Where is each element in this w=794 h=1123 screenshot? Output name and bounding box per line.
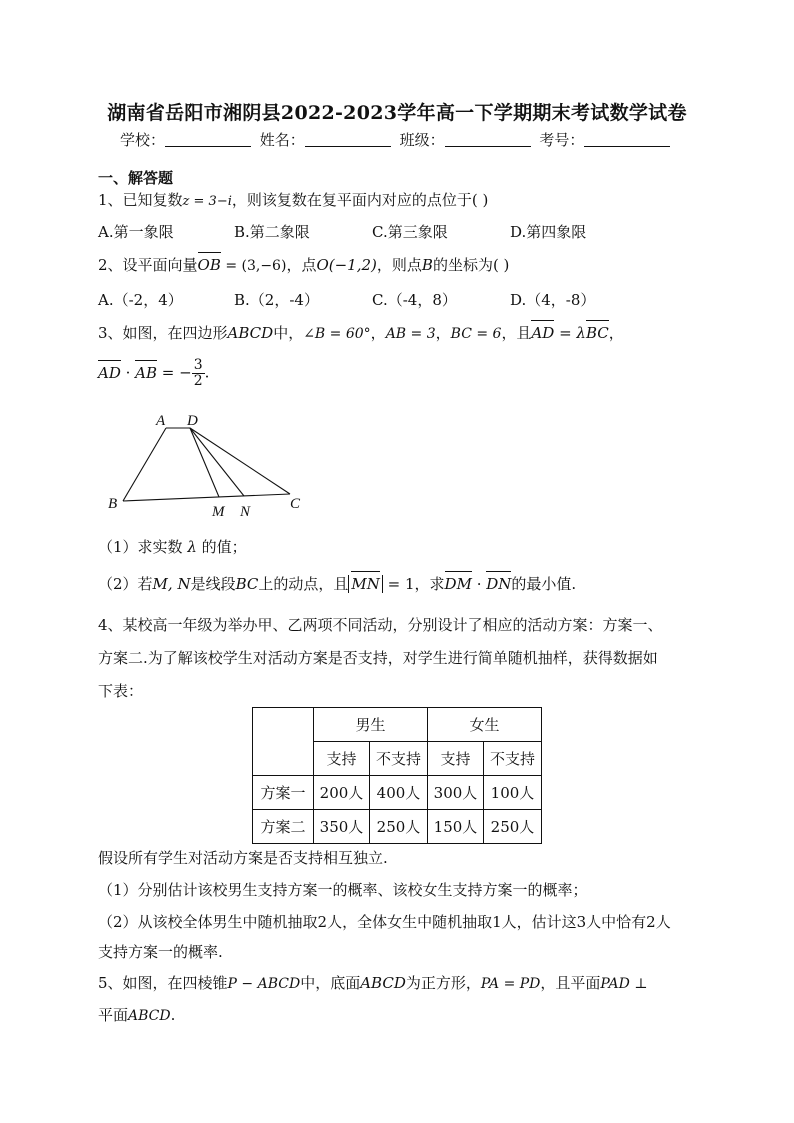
exam-number-blank[interactable]	[584, 132, 670, 147]
q4-line2: 方案二.为了解该校学生对活动方案是否支持，对学生进行简单随机抽样，获得数据如	[98, 649, 658, 667]
table-subheader: 支持	[314, 742, 370, 776]
q3-dot2: ·	[471, 575, 487, 593]
q3-text-b: 中，	[273, 324, 304, 342]
segment-dm	[190, 428, 219, 497]
table-subheader: 不支持	[370, 742, 428, 776]
q1-option-b[interactable]: B.第二象限	[234, 223, 310, 241]
table-row-label: 方案一	[253, 776, 314, 810]
table-group-male: 男生	[314, 708, 428, 742]
label-a: A	[156, 413, 166, 429]
q3-dot-vector-ab: AB	[135, 363, 158, 382]
q5-text-e: 平面	[98, 1006, 129, 1024]
q3-ab: AB = 3	[385, 326, 436, 342]
q4-assumption: 假设所有学生对活动方案是否支持相互独立.	[98, 849, 388, 867]
q5-text-a: 5、如图，在四棱锥	[98, 974, 228, 992]
q5-plane-abcd: ABCD	[128, 1008, 171, 1024]
segment-dn	[190, 428, 244, 496]
q5-base: ABCD	[360, 974, 406, 992]
q5-stem-line2	[98, 1005, 175, 1026]
table-cell: 100人	[484, 776, 542, 810]
q3-vector-bc: BC	[585, 324, 609, 342]
q3-part2	[98, 574, 576, 594]
q5-text-b: 中，底面	[300, 974, 361, 992]
table-cell: 350人	[314, 810, 370, 844]
q3-dot-vector-ad: AD	[98, 363, 121, 382]
label-d: D	[187, 413, 198, 429]
q3-part2-text-a: （2）若	[98, 575, 153, 593]
q3-dot-condition	[98, 358, 209, 389]
q2-stem	[98, 255, 509, 276]
q2-option-d[interactable]: D.（4，-8）	[510, 291, 596, 309]
exam-title: 湖南省岳阳市湘阴县2022-2023学年高一下学期期末考试数学试卷	[107, 102, 687, 124]
q1-text-a: 1、已知复数	[98, 191, 183, 209]
class-blank[interactable]	[445, 132, 531, 147]
q3-dot-symbol: ·	[120, 363, 136, 382]
q5-text-c: 为正方形，	[405, 974, 481, 992]
q3-part1-text-a: （1）求实数	[98, 538, 183, 556]
q5-period: .	[170, 1006, 176, 1024]
q4-line3: 下表：	[98, 682, 144, 700]
table-subheader: 不支持	[484, 742, 542, 776]
q3-period: .	[204, 363, 210, 382]
table-subheader: 支持	[428, 742, 484, 776]
q5-text-d: ，且平面	[540, 974, 601, 992]
q3-norm	[348, 575, 382, 593]
student-info-line	[120, 129, 674, 150]
class-label: 班级：	[399, 131, 445, 149]
q3-frac-numerator: 3	[193, 357, 203, 373]
q4-part2-line2: 支持方案一的概率.	[98, 943, 223, 961]
q5-stem-line1	[98, 973, 648, 994]
q1-text-b: ，则该复数在复平面内对应的点位于( )	[231, 191, 489, 209]
q3-part1	[98, 537, 247, 557]
q3-bc-segment: BC	[235, 575, 259, 593]
table-corner-cell	[253, 708, 314, 776]
q3-sep1: ，	[370, 324, 386, 342]
school-label: 学校：	[120, 131, 166, 149]
q2-text-a: 2、设平面向量	[98, 256, 198, 274]
q4-part1: （1）分别估计该校男生支持方案一的概率、该校女生支持方案一的概率；	[98, 881, 588, 899]
q3-sep2: ，	[435, 324, 451, 342]
q3-vector-dn: DN	[486, 575, 512, 593]
q3-dot-equals: = −	[157, 363, 192, 382]
q3-bc: BC = 6	[450, 326, 502, 342]
q3-fraction	[192, 358, 205, 389]
q3-vector-dm: DM	[444, 575, 472, 593]
q3-part2-text-e: 的最小值.	[511, 575, 577, 593]
q2-option-b[interactable]: B.（2，-4）	[234, 291, 319, 309]
table-cell: 250人	[370, 810, 428, 844]
label-c: C	[290, 496, 301, 512]
table-group-header-row	[253, 708, 542, 742]
name-blank[interactable]	[305, 132, 391, 147]
table-cell: 150人	[428, 810, 484, 844]
q1-option-a[interactable]: A.第一象限	[98, 223, 174, 241]
q1-option-d[interactable]: D.第四象限	[510, 223, 587, 241]
q1-expression: z = 3−i	[182, 194, 232, 209]
label-b: B	[108, 496, 118, 512]
q3-text-c: ，且	[501, 324, 532, 342]
name-label: 姓名：	[259, 131, 305, 149]
q3-eq-lambda: = λ	[554, 324, 586, 342]
q2-text-d: 的坐标为( )	[432, 256, 510, 274]
q5-equal-sides: PA = PD	[480, 976, 541, 992]
q3-part2-text-d: ，求	[414, 575, 445, 593]
q2-text-b: ，点	[286, 256, 317, 274]
q3-frac-denominator: 2	[193, 373, 203, 389]
q3-quadrilateral-figure	[100, 408, 310, 523]
q3-part1-text-b: 的值；	[201, 538, 247, 556]
q3-text-a: 3、如图，在四边形	[98, 324, 228, 342]
table-row	[253, 810, 542, 844]
q3-lambda: λ	[187, 538, 197, 556]
q3-angle: ∠B = 60°	[303, 326, 371, 342]
q2-point-b: B	[421, 256, 433, 274]
exam-number-label: 考号：	[539, 131, 585, 149]
label-m: M	[212, 504, 225, 520]
q2-vector-ob: OB	[197, 256, 221, 274]
q3-vector-ad: AD	[531, 324, 555, 342]
q3-norm-eq: = 1	[382, 575, 415, 593]
table-cell: 250人	[484, 810, 542, 844]
section-heading: 一、解答题	[98, 169, 174, 187]
label-n: N	[240, 504, 251, 520]
table-group-female: 女生	[428, 708, 542, 742]
school-blank[interactable]	[165, 132, 251, 147]
q3-part2-text-b: 是线段	[190, 575, 236, 593]
q2-option-c[interactable]: C.（-4，8）	[372, 291, 457, 309]
q1-option-c[interactable]: C.第三象限	[372, 223, 448, 241]
q3-quad: ABCD	[227, 324, 274, 342]
segment-bc	[123, 494, 290, 501]
q5-plane-pad: PAD ⊥	[600, 976, 648, 992]
q2-text-c: ，则点	[376, 256, 422, 274]
table-row	[253, 776, 542, 810]
table-cell: 400人	[370, 776, 428, 810]
q5-pyramid: P − ABCD	[227, 976, 301, 992]
table-cell: 300人	[428, 776, 484, 810]
q1-stem	[98, 190, 488, 212]
q4-line1: 4、某校高一年级为举办甲、乙两项不同活动，分别设计了相应的活动方案：方案一、	[98, 616, 663, 634]
segment-dc	[190, 428, 290, 494]
q3-vector-mn: MN	[351, 575, 380, 593]
table-row-label: 方案二	[253, 810, 314, 844]
q2-point-o: O(−1,2)	[316, 256, 377, 274]
survey-table	[252, 707, 542, 844]
q3-mn: M, N	[152, 575, 191, 593]
q2-option-a[interactable]: A.（-2，4）	[98, 291, 183, 309]
q3-stem	[98, 323, 624, 344]
q3-end: ，	[608, 324, 624, 342]
q4-part2-line1: （2）从该校全体男生中随机抽取2人，全体女生中随机抽取1人，估计这3人中恰有2人	[98, 913, 671, 931]
q2-vector-value: = (3,−6)	[220, 258, 287, 274]
q3-part2-text-c: 上的动点，且	[258, 575, 349, 593]
segment-ab	[123, 428, 166, 501]
table-cell: 200人	[314, 776, 370, 810]
